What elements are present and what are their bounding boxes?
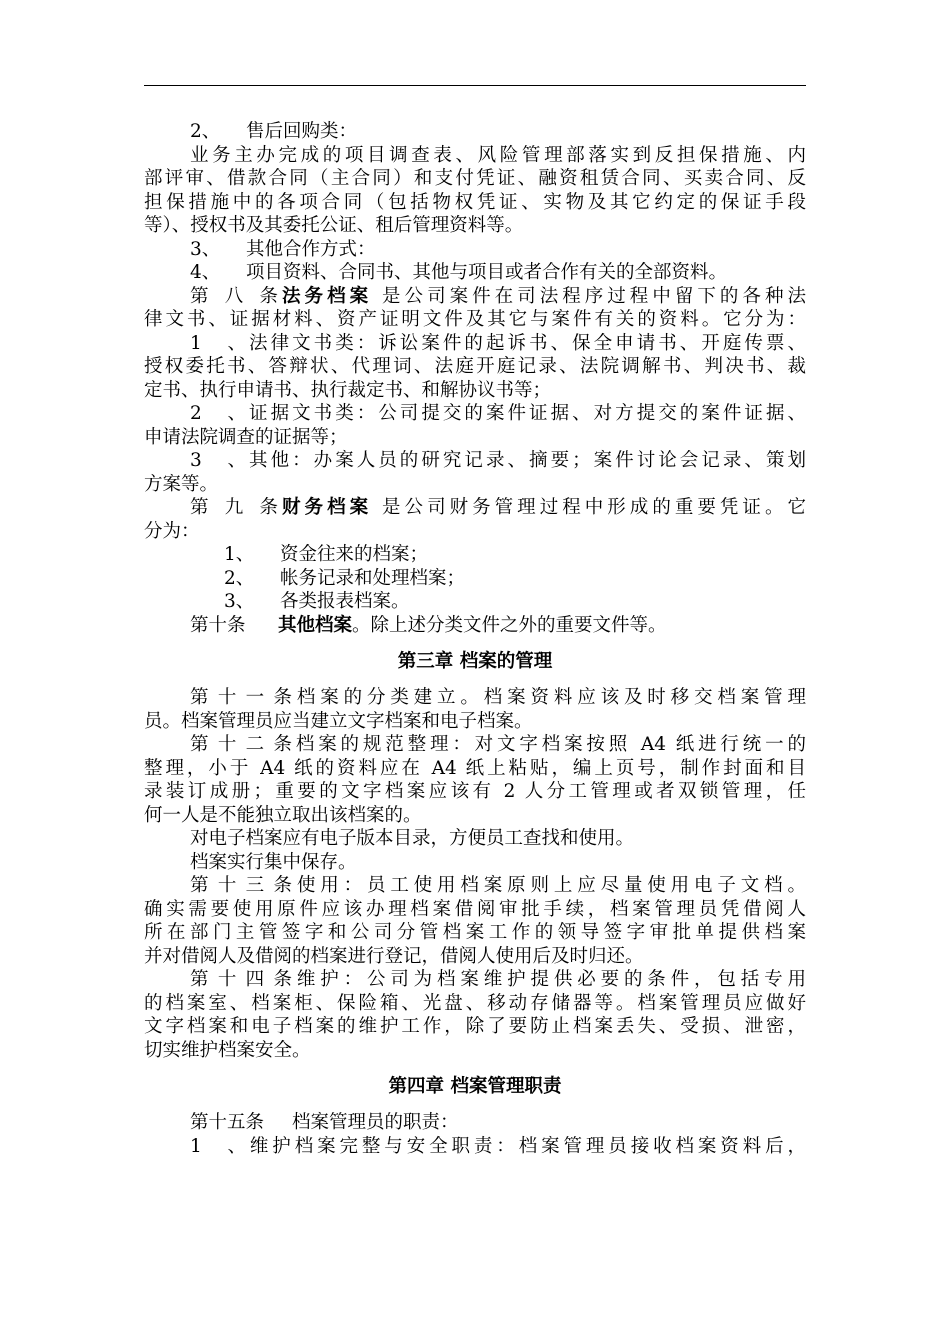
paragraph-line: 对电子档案应有电子版本目录，方便员工查找和使用。 [190,828,635,849]
article-text: 档案管理员的职责： [292,1112,459,1133]
article-text: 维护：公司为档案维护提供必要的条件，包括专用 [292,969,806,990]
item-2-heading [144,120,806,144]
article-11 [144,686,806,710]
article-8-item-2 [144,402,806,426]
article-label: 第十条 [190,614,246,636]
item-number: 4、 [190,262,221,283]
article-label: 第十二条 [190,734,292,755]
article-13 [144,874,806,898]
document-body [144,120,806,1158]
article-15-item-1 [144,1135,806,1159]
item-text: 项目资料、合同书、其他与项目或者合作有关的全部资料。 [246,262,728,283]
paragraph-line: 何一人是不能独立取出该档案的。 [144,804,422,826]
paragraph-line: 所在部门主管签字和公司分管档案工作的领导签字审批单提供档案 [144,922,806,943]
article-9-item-2 [144,567,806,591]
item-number: 1、 [190,332,246,354]
article-10 [144,614,806,638]
item-number: 3、 [190,238,221,260]
item-number: 2、 [190,121,221,142]
article-text: 档案的分类建立。档案资料应该及时移交档案管理 [292,687,806,708]
article-label: 第十三条 [190,875,292,896]
article-keyword: 其他档案 [278,614,353,636]
article-text: 使用：员工使用档案原则上应尽量使用电子文档。 [292,875,806,896]
paragraph-line: 业务主办完成的项目调查表、风险管理部落实到反担保措施、内 [190,144,806,166]
paragraph-line: 等）、授权书及其委托公证、租后管理资料等。 [144,215,524,236]
article-keyword: 法务档案 [278,285,373,307]
paragraph-line: 律文书、证据材料、资产证明文件及其它与案件有关的资料。它分为： [144,309,806,330]
article-12 [144,733,806,757]
article-label: 第九条 [190,497,278,518]
article-text: 是公司财务管理过程中形成的重要凭证。它 [382,497,806,518]
item-number: 2、 [190,403,246,424]
item-4 [144,261,806,285]
item-3-heading [144,238,806,262]
article-9 [144,496,806,520]
paragraph-line: 部评审、借款合同（主合同）和支付凭证、融资租赁合同、买卖合同、反 [144,168,806,189]
item-text: 其他：办案人员的研究记录、摘要；案件讨论会记录、策划 [246,450,806,471]
article-text: 档案的规范整理：对文字档案按照 A4 纸进行统一的 [292,734,806,755]
article-14 [144,968,806,992]
paragraph-line: 确实需要使用原件应该办理档案借阅审批手续，档案管理员凭借阅人 [144,898,806,920]
header-rule [144,85,806,86]
item-number: 1、 [190,1135,246,1157]
paragraph-line: 档案实行集中保存。 [190,851,357,873]
chapter-3-title: 第三章 档案的管理 [397,651,553,672]
item-number: 3、 [224,591,255,612]
paragraph-line: 担保措施中的各项合同（包括物权凭证、实物及其它约定的保证手段 [144,191,806,213]
article-label: 第十四条 [190,969,292,990]
article-9-item-1 [144,543,806,567]
item-number: 3、 [190,450,246,471]
paragraph-line: 切实维护档案安全。 [144,1039,311,1061]
item-number: 2、 [224,567,255,589]
paragraph-line: 文字档案和电子档案的维护工作，除了要防止档案丢失、受损、泄密， [144,1016,806,1037]
paragraph-line: 整理，小于 A4 纸的资料应在 A4 纸上粘贴，编上页号，制作封面和目 [144,757,806,779]
paragraph-line: 方案等。 [144,473,219,495]
item-text: 各类报表档案。 [280,591,410,612]
paragraph-line: 录装订成册；重要的文字档案应该有 2 人分工管理或者双锁管理，任 [144,781,806,802]
article-label: 第十一条 [190,687,292,708]
article-15 [144,1111,806,1135]
item-text: 资金往来的档案； [280,544,429,565]
article-8-item-1 [144,332,806,356]
article-8-item-3 [144,449,806,473]
item-text: 证据文书类：公司提交的案件证据、对方提交的案件证据、 [246,403,806,424]
article-label: 第十五条 [190,1112,265,1133]
article-keyword: 财务档案 [278,497,373,518]
paragraph-line: 授权委托书、答辩状、代理词、法庭开庭记录、法院调解书、判决书、裁 [144,356,806,377]
paragraph-line: 员。档案管理员应当建立文字档案和电子档案。 [144,710,533,732]
chapter-4-title: 第四章 档案管理职责 [388,1076,562,1097]
item-number: 1、 [224,544,255,565]
article-8 [144,285,806,309]
article-label: 第八条 [190,285,278,307]
paragraph-line: 并对借阅人及借阅的档案进行登记，借阅人使用后及时归还。 [144,945,644,967]
article-9-item-3 [144,590,806,614]
paragraph-line: 的档案室、档案柜、保险箱、光盘、移动存储器等。档案管理员应做好 [144,992,806,1014]
item-text: 维护档案完整与安全职责：档案管理员接收档案资料后， [246,1135,806,1157]
item-title: 其他合作方式： [246,238,376,260]
article-text: 。除上述分类文件之外的重要文件等。 [352,614,667,636]
item-text: 法律文书类：诉讼案件的起诉书、保全申请书、开庭传票、 [246,332,806,354]
article-text: 是公司案件在司法程序过程中留下的各种法 [382,285,806,307]
item-title: 售后回购类： [246,121,358,142]
paragraph-line: 分为： [144,520,200,542]
paragraph-line: 申请法院调查的证据等； [144,426,348,448]
paragraph-line: 定书、执行申请书、执行裁定书、和解协议书等； [144,379,552,401]
item-text: 帐务记录和处理档案； [280,567,466,589]
